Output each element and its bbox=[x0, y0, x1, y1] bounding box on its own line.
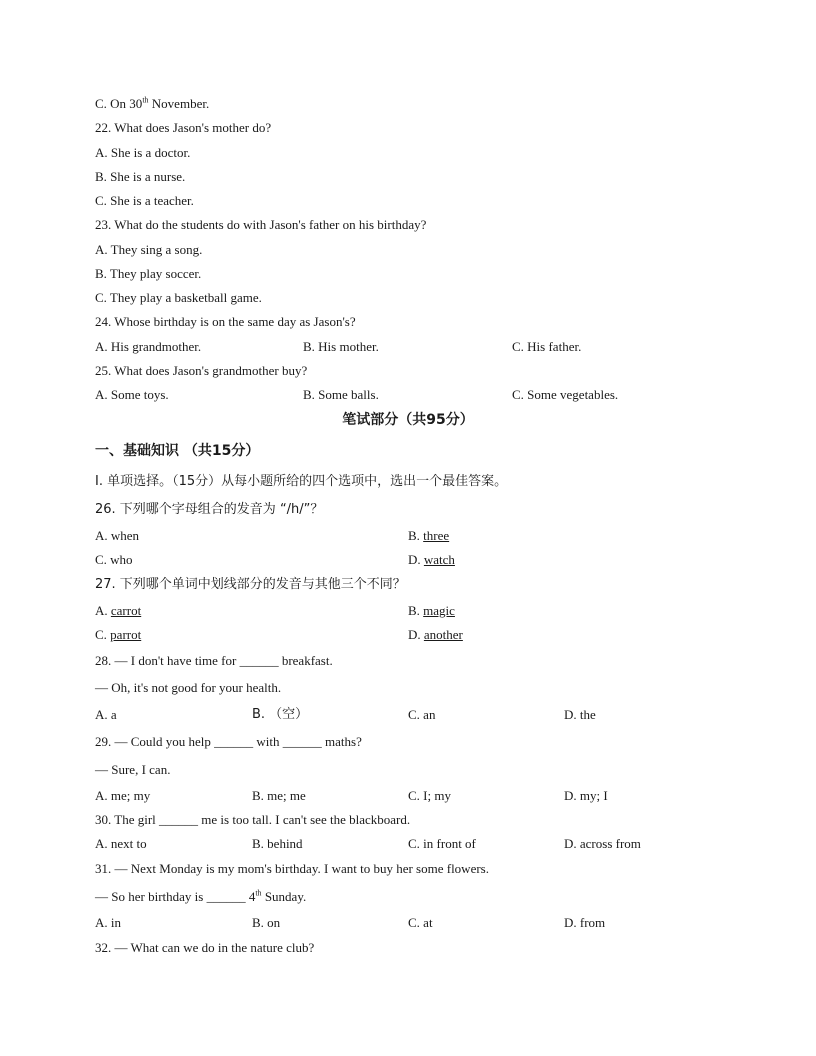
q31-reply bbox=[95, 889, 306, 905]
q31-stem: 31. — Next Monday is my mom's birthday. I want to buy her some flowers. bbox=[95, 861, 489, 876]
q31-reply-sup: th bbox=[255, 888, 262, 898]
q28-option-d: D. the bbox=[564, 707, 596, 722]
q22-option-b: B. She is a nurse. bbox=[95, 169, 186, 184]
q23-option-b: B. They play soccer. bbox=[95, 266, 202, 281]
q29-option-c: C. I; my bbox=[408, 788, 451, 803]
q27-stem: 27. 下列哪个单词中划线部分的发音与其他三个不同？ bbox=[95, 577, 406, 592]
q26-d-letter: D. bbox=[408, 552, 424, 567]
q27-option-b bbox=[408, 603, 455, 619]
q21-option-c bbox=[95, 96, 209, 112]
q28-option-b: B. （空） bbox=[252, 707, 309, 722]
section-basic-title: 一、基础知识 （共15分） bbox=[95, 443, 260, 459]
q27-d-word: another bbox=[423, 627, 463, 642]
q26-option-a: A. when bbox=[95, 528, 140, 543]
q31-option-a: A. in bbox=[95, 915, 121, 930]
q28-option-c: C. an bbox=[408, 707, 436, 722]
q28-option-a: A. a bbox=[95, 707, 117, 722]
instructions: I. 单项选择。（15分）从每小题所给的四个选项中，选出一个最佳答案。 bbox=[95, 474, 508, 489]
q26-b-word: three bbox=[423, 528, 450, 543]
q31-option-d: D. from bbox=[564, 915, 606, 930]
q23-stem: 23. What do the students do with Jason's father on his birthday? bbox=[95, 217, 427, 232]
q31-reply-text: — So her birthday is ______ 4 bbox=[95, 889, 256, 904]
q31-reply-text-end: Sunday. bbox=[261, 889, 307, 904]
q25-stem: 25. What does Jason's grandmother buy? bbox=[95, 363, 308, 378]
q24-stem: 24. Whose birthday is on the same day as Jason's? bbox=[95, 314, 356, 329]
q22-option-a: A. She is a doctor. bbox=[95, 145, 191, 160]
q29-option-a: A. me; my bbox=[95, 788, 151, 803]
q21-c-text-end: November. bbox=[148, 96, 210, 111]
q30-option-d: D. across from bbox=[564, 836, 641, 851]
q21-c-sup: th bbox=[142, 95, 149, 105]
q32-stem: 32. — What can we do in the nature club? bbox=[95, 940, 315, 955]
q21-c-text: C. On 30 bbox=[95, 96, 143, 111]
q31-option-b: B. on bbox=[252, 915, 281, 930]
q27-b-word: magic bbox=[423, 603, 455, 618]
q27-a-letter: A. bbox=[95, 603, 111, 618]
q23-option-c: C. They play a basketball game. bbox=[95, 290, 262, 305]
q26-option-d bbox=[408, 552, 455, 568]
q25-option-c: C. Some vegetables. bbox=[512, 387, 619, 402]
q22-stem: 22. What does Jason's mother do? bbox=[95, 120, 272, 135]
q27-a-word: carrot bbox=[110, 603, 142, 618]
q28-reply: — Oh, it's not good for your health. bbox=[95, 680, 282, 695]
q31-option-c: C. at bbox=[408, 915, 433, 930]
q26-b-letter: B. bbox=[408, 528, 424, 543]
q27-c-word: parrot bbox=[110, 627, 142, 642]
q30-stem: 30. The girl ______ me is too tall. I can't see the blackboard. bbox=[95, 812, 411, 827]
q26-stem: 26. 下列哪个字母组合的发音为 “/h/”？ bbox=[95, 502, 324, 517]
q22-option-c: C. She is a teacher. bbox=[95, 193, 194, 208]
q27-option-c bbox=[95, 627, 141, 643]
q30-option-c: C. in front of bbox=[408, 836, 476, 851]
q28-stem: 28. — I don't have time for ______ breakfast. bbox=[95, 653, 333, 668]
q26-option-b bbox=[408, 528, 449, 544]
q25-option-a: A. Some toys. bbox=[95, 387, 169, 402]
q29-option-b: B. me; me bbox=[252, 788, 306, 803]
q27-option-d bbox=[408, 627, 463, 643]
q24-option-a: A. His grandmother. bbox=[95, 339, 202, 354]
q29-stem: 29. — Could you help ______ with ______ maths? bbox=[95, 734, 362, 749]
q27-b-letter: B. bbox=[408, 603, 424, 618]
q26-d-word: watch bbox=[423, 552, 455, 567]
q30-option-b: B. behind bbox=[252, 836, 303, 851]
section-written-title: 笔试部分（共95分） bbox=[342, 412, 474, 428]
q25-option-b: B. Some balls. bbox=[303, 387, 379, 402]
q26-option-c: C. who bbox=[95, 552, 133, 567]
q30-option-a: A. next to bbox=[95, 836, 147, 851]
q23-option-a: A. They sing a song. bbox=[95, 242, 203, 257]
q27-c-letter: C. bbox=[95, 627, 111, 642]
q27-option-a bbox=[95, 603, 141, 619]
q29-reply: — Sure, I can. bbox=[95, 762, 171, 777]
q27-d-letter: D. bbox=[408, 627, 424, 642]
q24-option-b: B. His mother. bbox=[303, 339, 379, 354]
q24-option-c: C. His father. bbox=[512, 339, 582, 354]
q29-option-d: D. my; I bbox=[564, 788, 608, 803]
